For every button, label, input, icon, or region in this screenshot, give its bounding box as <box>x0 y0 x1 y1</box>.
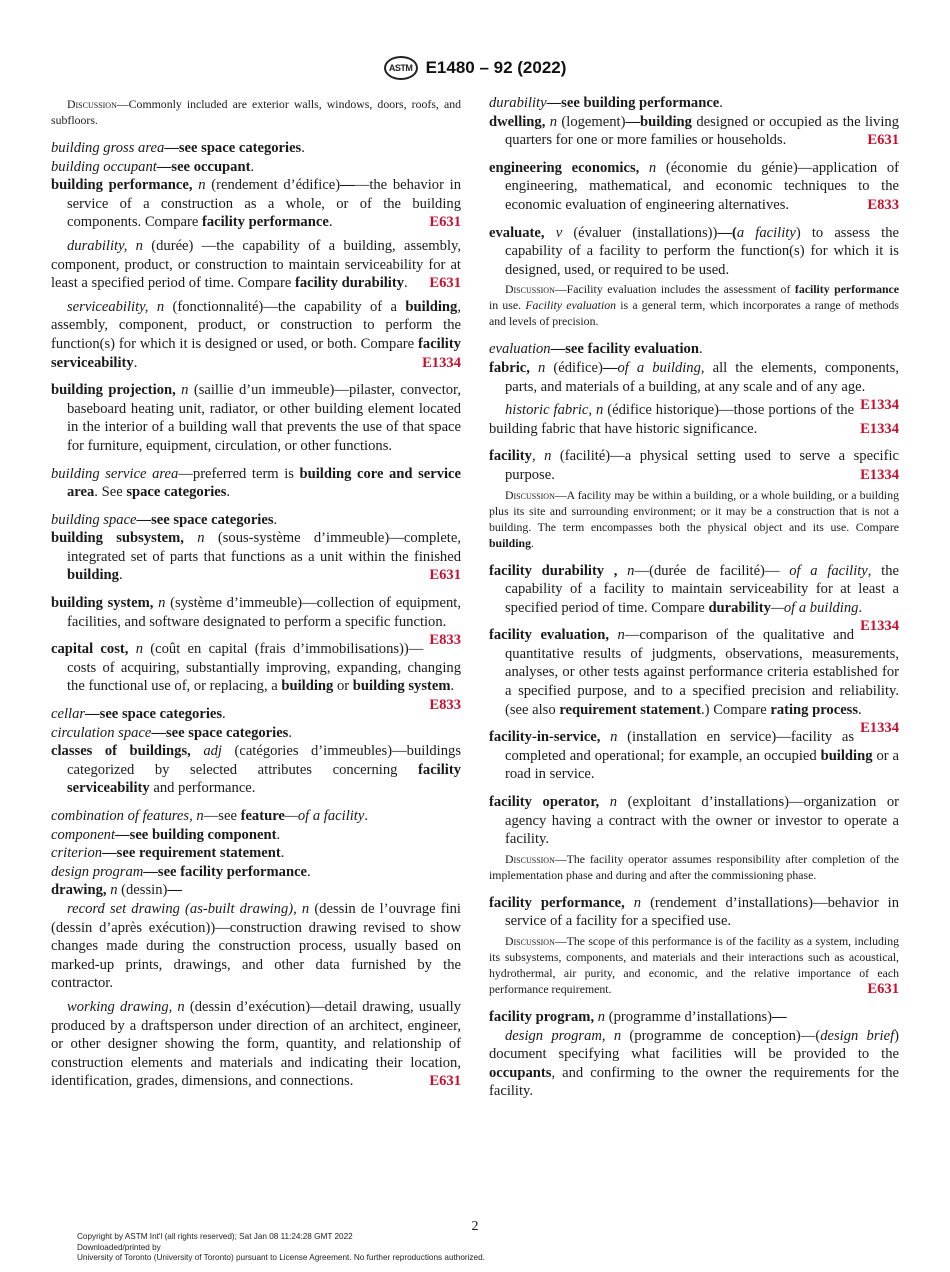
reference-link[interactable]: E833 <box>429 632 461 649</box>
entry-building-space: building space—see space categories. <box>51 511 278 528</box>
footer-line: University of Toronto (University of Toronto) pursuant to License Agreement. No further reproductions authorized. <box>77 1253 485 1262</box>
entry-building-system: building system, n (système d’immeuble)—collection of equipment, facilities, and software designated to perform a specific function. E833 <box>51 595 461 649</box>
entry-facility-durability: facility durability , n—(durée de facilité)— of a facility, the capability of a facility to maintain serviceability for at least a specified period of time. Compare durability—of a building. E1334 <box>489 562 899 635</box>
discussion-note: Discussion—The scope of this performance is of the facility as a system, including its subsystems, components, and materials and their interactions such as acoustical, hydrothermal, air purity, and economic, and the relative importance of each performance requirement. E631 <box>489 934 899 997</box>
entry-durability: durability—see building performance. <box>489 95 723 111</box>
reference-link[interactable]: E631 <box>867 981 899 997</box>
subentry-durability: durability, n (durée) —the capability of a building, assembly, component, product, or construction to maintain serviceability for at least a specified period of time. Compare facility durability. E631 <box>51 237 461 292</box>
reference-link[interactable]: E1334 <box>860 618 899 635</box>
reference-link[interactable]: E631 <box>429 214 461 231</box>
reference-link[interactable]: E1334 <box>860 720 899 737</box>
standard-designation: E1480 – 92 (2022) <box>425 58 567 77</box>
reference-link[interactable]: E631 <box>429 567 461 584</box>
subentry-serviceability: serviceability, n (fonctionnalité)—the capability of a building, assembly, component, product, or construction to perform the function(s) for which it is designed or used, or both. Compare facility serviceability. E1334 <box>51 298 462 371</box>
reference-link[interactable]: E1334 <box>860 397 899 414</box>
entry-drawing: drawing, n (dessin)— <box>51 882 182 899</box>
entry-dwelling: dwelling, n (logement)—building designed or occupied as the living quarters for one or more families or households. E631 <box>489 113 899 149</box>
entry-building-performance: building performance, n (rendement d’édifice)——the behavior in service of a construction as a whole, or of the building components. Compare facility performance. E631 <box>51 177 461 231</box>
entry-facility-evaluation: facility evaluation, n—comparison of the qualitative and quantitative results of judgments, observations, measurements, analyses, or other tests against performance criteria established for a specified purpose, and to a specified precision and reliability. (see also requirement statement.) Compare rating process. E1334 <box>489 627 899 737</box>
reference-link[interactable]: E631 <box>867 132 899 149</box>
entry-building-projection: building projection, n (saillie d’un immeuble)—pilaster, convector, baseboard heating unit, radiator, or other building element located in the interior of a building wall that prevents the use of that space for furniture, equipment, circulation, or other functions. <box>51 382 461 454</box>
entry-evaluate: evaluate, v (évaluer (installations))—(a facility) to assess the capability of a facility to perform the function(s) for which it is designed, used, or required to be used. <box>489 224 899 278</box>
entry-facility-performance: facility performance, n (rendement d’installations)—behavior in service of a facility for a specified use. <box>489 894 900 930</box>
entry-facility-program: facility program, n (programme d’installations)— <box>489 1009 787 1025</box>
discussion-note: Discussion—A facility may be within a building, or a whole building, or a building plus its site and surrounding environment; or it may be a construction that is not a building. The term encompasses both the physical object and its use. Compare building. <box>489 487 899 550</box>
discussion-note: Discussion—Commonly included are exterior walls, windows, doors, roofs, and subfloors. <box>51 97 461 127</box>
footer-line: Downloaded/printed by <box>77 1242 161 1252</box>
entry-building-occupant: building occupant—see occupant. <box>51 158 255 175</box>
left-column <box>51 94 461 1091</box>
reference-link[interactable]: E833 <box>867 196 899 213</box>
footer-line: Copyright by ASTM Int'l (all rights reserved); Sat Jan 08 11:24:28 GMT 2022 <box>77 1232 353 1241</box>
reference-link[interactable]: E833 <box>429 697 461 714</box>
entry-cellar: cellar—see space categories. <box>51 706 226 723</box>
reference-link[interactable]: E1334 <box>860 420 899 437</box>
subentry-historic-fabric: historic fabric, n (édifice historique)—those portions of the building fabric that have historic significance. E1334 <box>489 402 899 437</box>
entry-criterion: criterion—see requirement statement. <box>51 845 285 862</box>
entry-circulation-space: circulation space—see space categories. <box>51 724 293 741</box>
subentry-working-drawing: working drawing, n (dessin d’exécution)—detail drawing, usually produced by a draftsperson under direction of an architect, engineer, or other designer showing the form, quantity, and relationship of construction elements and materials and indicating their location, identification, grades, dimensions, and connections. E631 <box>51 998 461 1090</box>
entry-facility: facility, n (facilité)—a physical setting used to serve a specific purpose. E1334 <box>489 448 900 483</box>
entry-building-service-area: building service area—preferred term is building core and service area. See space categories. <box>51 465 462 501</box>
entry-engineering-economics: engineering economics, n (économie du génie)—application of engineering, mathematical, and economic techniques to the economic evaluation of engineering alternatives. E833 <box>489 159 899 213</box>
discussion-note: Discussion—The facility operator assumes responsibility after completion of the implementation phase and during and after the commissioning phase. <box>489 851 899 882</box>
reference-link[interactable]: E1334 <box>422 354 461 371</box>
reference-link[interactable]: E1334 <box>860 466 899 483</box>
discussion-note: Discussion—Facility evaluation includes the assessment of facility performance in use. Facility evaluation is a general term, which incorporates a range of methods and levels of precision. <box>489 282 900 329</box>
right-column <box>489 94 899 1101</box>
reference-link[interactable]: E631 <box>429 1073 461 1090</box>
subentry-design-program: design program, n (programme de conception)—(design brief) document specifying what facilities will be provided to the occupants, and confirming to the owner the requirements for the facility. <box>489 1027 899 1100</box>
copyright-footer <box>77 1232 485 1264</box>
entry-facility-in-service: facility-in-service, n (installation en service)—facility as completed and operational; for example, an occupied building or a road in service. <box>489 729 899 783</box>
entry-evaluation: evaluation—see facility evaluation. <box>489 341 703 358</box>
entry-design-program: design program—see facility performance. <box>51 863 311 880</box>
entry-classes-of-buildings: classes of buildings, adj (catégories d’immeubles)—buildings categorized by selected attributes concerning facility serviceability and performance. <box>51 743 461 797</box>
page-number: 2 <box>471 1219 479 1234</box>
astm-logo: ASTM <box>384 56 418 80</box>
entry-building-subsystem: building subsystem, n (sous-système d’immeuble)—complete, integrated set of parts that functions as a unit within the finished building. E631 <box>51 530 461 584</box>
reference-link[interactable]: E631 <box>429 275 461 292</box>
subentry-record-set-drawing: record set drawing (as-built drawing), n (dessin de l’ouvrage fini (dessin d’après exécution))—construction drawing revised to show changes made during the construction process, usually based on marked-up prints, drawings, and other data furnished by the contractor. <box>51 900 461 992</box>
page-header <box>0 56 950 80</box>
entry-building-gross-area: building gross area—see space categories. <box>51 140 305 156</box>
entry-capital-cost: capital cost, n (coût en capital (frais d’immobilisations))—costs of acquiring, substantially improving, expanding, changing the functional use of, or replacing, a building or building system. E833 <box>51 641 461 714</box>
entry-combination-of-features: combination of features, n—see feature—of a facility. <box>51 808 368 824</box>
entry-facility-operator: facility operator, n (exploitant d’installations)—organization or agency having a contract with the owner or investor to operate a facility. <box>489 794 899 848</box>
entry-component: component—see building component. <box>51 826 281 843</box>
entry-fabric: fabric, n (édifice)—of a building, all the elements, components, parts, and materials of a building, at any scale and of any age. E1334 <box>489 359 899 414</box>
